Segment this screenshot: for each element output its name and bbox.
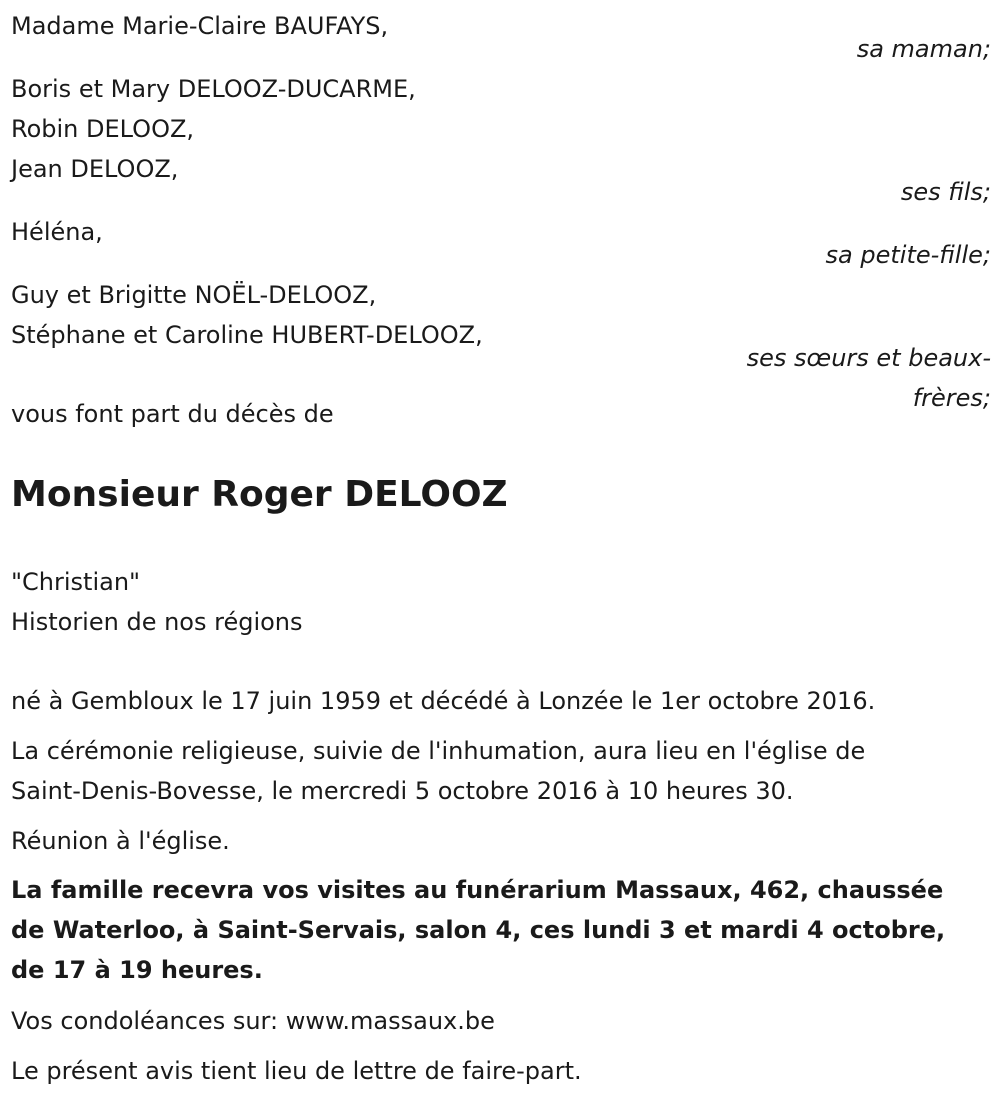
- family-member-name: Héléna,: [11, 218, 103, 246]
- visits-text: La famille recevra vos visites au funérarium Massaux, 462, chaussée: [11, 876, 944, 904]
- family-member-name: Guy et Brigitte NOËL-DELOOZ,: [11, 281, 377, 309]
- family-role-label-continued: frères;: [912, 384, 991, 412]
- announcement-text: vous font part du décès de: [11, 400, 334, 428]
- obituary-notice: [11, 0, 991, 1105]
- reunion-text: Réunion à l'église.: [11, 827, 230, 855]
- visits-text-end: de 17 à 19 heures.: [11, 956, 263, 984]
- notice-text: Le présent avis tient lieu de lettre de faire-part.: [11, 1057, 582, 1085]
- deceased-name: Monsieur Roger DELOOZ: [11, 474, 508, 515]
- family-member-name: Boris et Mary DELOOZ-DUCARME,: [11, 75, 416, 103]
- family-role-label: ses fils;: [900, 178, 991, 206]
- family-member-name: Robin DELOOZ,: [11, 115, 195, 143]
- condolences-text: Vos condoléances sur: www.massaux.be: [11, 1007, 495, 1035]
- deceased-nickname: "Christian": [11, 568, 141, 596]
- ceremony-text-continued: Saint-Denis-Bovesse, le mercredi 5 octobre 2016 à 10 heures 30.: [11, 777, 794, 805]
- family-role-label: sa petite-fille;: [825, 241, 991, 269]
- deceased-description: Historien de nos régions: [11, 608, 303, 636]
- family-role-label: ses sœurs et beaux-: [746, 344, 991, 372]
- ceremony-text: La cérémonie religieuse, suivie de l'inhumation, aura lieu en l'église de: [11, 737, 866, 765]
- birth-death-text: né à Gembloux le 17 juin 1959 et décédé à Lonzée le 1er octobre 2016.: [11, 687, 876, 715]
- visits-text-continued: de Waterloo, à Saint-Servais, salon 4, ces lundi 3 et mardi 4 octobre,: [11, 916, 946, 944]
- family-role-label: sa maman;: [856, 35, 991, 63]
- family-member-name: Stéphane et Caroline HUBERT-DELOOZ,: [11, 321, 483, 349]
- family-member-name: Madame Marie-Claire BAUFAYS,: [11, 12, 389, 40]
- family-member-name: Jean DELOOZ,: [11, 155, 179, 183]
